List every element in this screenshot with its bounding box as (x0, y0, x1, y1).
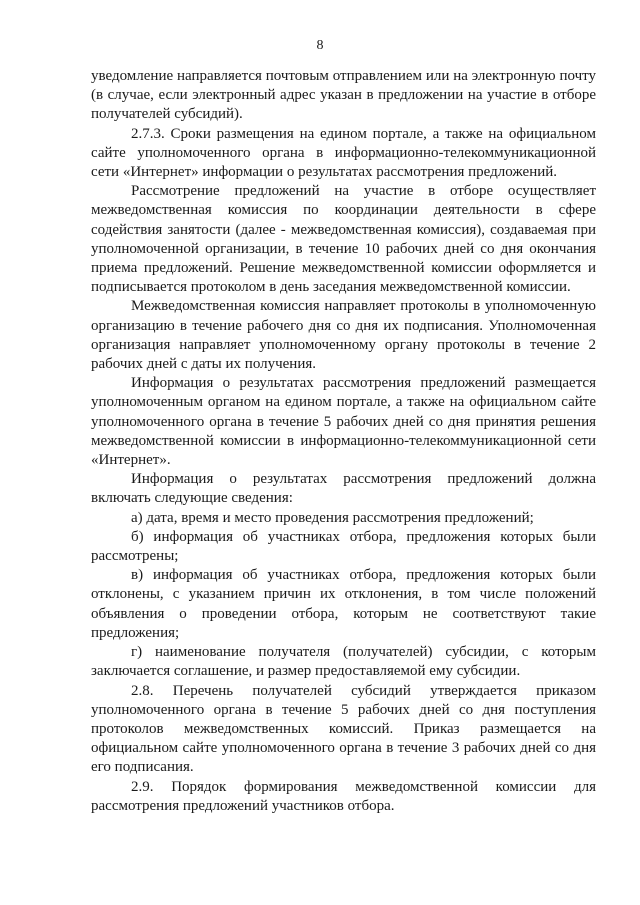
list-item-g: г) наименование получателя (получателей) субсидии, с которым заключается соглашение, и размер предоставляемой ему субсидии. (91, 644, 596, 680)
paragraph-2: 2.7.3. Сроки размещения на едином портале, а также на официальном сайте уполномоченного органа в информационно-телекоммуникационной сети «Интернет» информации о результатах рассмотрения предложений. (91, 125, 596, 181)
paragraph-2-9: 2.9. Порядок формирования межведомственной комиссии для рассмотрения предложений участников отбора. (91, 778, 596, 814)
paragraph-5: Информация о результатах рассмотрения предложений размещается уполномоченным органом на едином портале, а также на официальном сайте уполномоченного органа в течение 5 рабочих дней со дня принятия решения межведомственной комиссии в информационно-телекоммуникационной сети «Интернет». (91, 375, 596, 469)
paragraph-4: Межведомственная комиссия направляет протоколы в уполномоченную организацию в течение рабочего дня со дня их подписания. Уполномоченная организация направляет уполномоченному органу протоколы в течение 2 рабочих дней с даты их получения. (91, 298, 596, 373)
list-item-v: в) информация об участниках отбора, предложения которых были отклонены, с указанием причин их отклонения, в том числе положений объявления о проведении отбора, которым не соответствуют такие предложения; (91, 567, 596, 641)
document-body (91, 67, 596, 816)
page-number: 8 (316, 38, 324, 53)
list-item-b: б) информация об участниках отбора, предложения которых были рассмотрены; (91, 528, 596, 565)
paragraph-1: уведомление направляется почтовым отправлением или на электронную почту (в случае, если электронный адрес указан в предложении на участие в отборе получателей субсидий). (91, 68, 596, 123)
paragraph-2-8: 2.8. Перечень получателей субсидий утверждается приказом уполномоченного органа в течение 5 рабочих дней со дня поступления протоколов межведомственных комиссий. Приказ размещается на официальном сайте уполномоченного органа в течение 3 рабочих дней со дня его подписания. (91, 682, 596, 776)
paragraph-3: Рассмотрение предложений на участие в отборе осуществляет межведомственная комиссия по координации деятельности в сфере содействия занятости (далее - межведомственная комиссия), создаваемая при уполномоченной организации, в течение 10 рабочих дней со дня окончания приема предложений. Решение межведомственной комиссии оформляется и подписывается протоколом в день заседания межведомственной комиссии. (91, 183, 596, 296)
list-item-a: а) дата, время и место проведения рассмотрения предложений; (131, 509, 534, 526)
paragraph-6: Информация о результатах рассмотрения предложений должна включать следующие сведения: (91, 471, 596, 507)
